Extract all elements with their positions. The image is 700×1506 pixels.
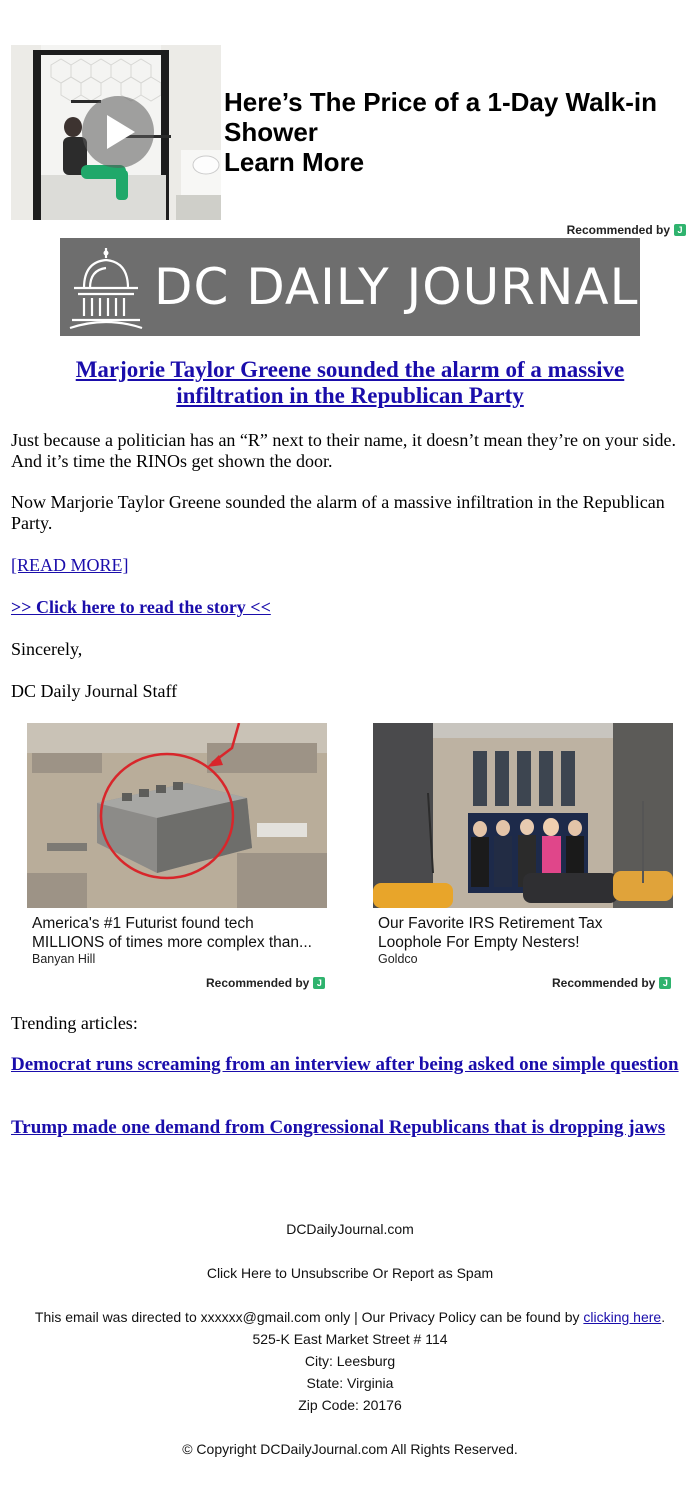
footer-copyright: © Copyright DCDailyJournal.com All Rights Reserved. <box>182 1441 518 1457</box>
ad-card-source: Banyan Hill <box>32 952 96 966</box>
ad-learn-more-link[interactable]: Learn More <box>224 147 365 177</box>
recommended-by-badge[interactable] <box>552 976 671 990</box>
article-headline-link[interactable]: Marjorie Taylor Greene sounded the alarm of a massive infiltration in the Republican Party <box>75 357 625 408</box>
shower-ad-headline[interactable] <box>224 87 684 177</box>
read-more-link[interactable]: [READ MORE] <box>11 555 129 575</box>
article-paragraph-1: Just because a politician has an “R” next to their name, it doesn’t mean they’re on your side. And it’s time the RINOs get shown the door. <box>11 430 676 471</box>
ad-card-source: Goldco <box>378 952 418 966</box>
futurist-ad-image[interactable] <box>27 723 327 908</box>
footer-directed-notice <box>0 1309 700 1325</box>
read-more-line[interactable] <box>11 555 691 576</box>
footer-site-name: DCDailyJournal.com <box>286 1221 414 1237</box>
ad-card-title[interactable]: Our Favorite IRS Retirement Tax Loophole For Empty Nesters! <box>378 915 603 951</box>
sponsored-ad-card[interactable] <box>27 723 327 966</box>
click-here-story-link[interactable]: >> Click here to read the story << <box>11 597 271 617</box>
trending-article[interactable] <box>11 1117 691 1138</box>
shower-ad-thumbnail[interactable] <box>11 45 221 220</box>
sign-off: Sincerely, <box>11 639 83 659</box>
privacy-policy-link[interactable]: clicking here <box>583 1309 662 1325</box>
trending-label: Trending articles: <box>11 1013 138 1033</box>
recommender-logo-icon: J <box>659 977 671 989</box>
footer-address: 525-K East Market Street # 114 <box>252 1331 448 1347</box>
footer-city: City: Leesburg <box>304 1353 396 1369</box>
article-paragraph-2: Now Marjorie Taylor Greene sounded the alarm of a massive infiltration in the Republican Party. <box>11 492 665 533</box>
footer-zip: Zip Code: 20176 <box>298 1397 402 1413</box>
news-building-image <box>373 723 673 908</box>
masthead-title: DC DAILY JOURNAL <box>154 258 639 316</box>
trending-article-link[interactable]: Democrat runs screaming from an interview after being asked one simple question <box>11 1054 679 1075</box>
recommender-logo-icon: J <box>674 224 686 236</box>
recommended-by-label: Recommended by <box>206 976 310 990</box>
footer-state: State: Virginia <box>306 1375 394 1391</box>
trending-article[interactable] <box>11 1054 691 1075</box>
site-masthead[interactable] <box>60 238 640 336</box>
click-here-line[interactable] <box>11 597 691 618</box>
top-sponsored-ad[interactable] <box>11 45 691 220</box>
retirement-ad-image[interactable] <box>373 723 673 908</box>
sponsored-ad-card[interactable] <box>373 723 673 966</box>
directed-notice-suffix: . <box>661 1309 666 1325</box>
directed-notice-text: This email was directed to xxxxxx@gmail.com only | Our Privacy Policy can be found by <box>34 1309 584 1325</box>
trending-article-link[interactable]: Trump made one demand from Congressional Republicans that is dropping jaws <box>11 1117 666 1138</box>
staff-signature: DC Daily Journal Staff <box>11 681 178 701</box>
recommender-logo-icon: J <box>313 977 325 989</box>
ad-headline-text[interactable]: Here’s The Price of a 1-Day Walk-in Shower <box>224 87 657 147</box>
shower-ad-image <box>11 45 221 220</box>
ad-card-title[interactable]: America's #1 Futurist found tech MILLIONS of times more complex than... <box>32 915 312 951</box>
article-headline[interactable] <box>20 357 680 409</box>
recommended-by-label: Recommended by <box>566 223 670 237</box>
recommended-by-label: Recommended by <box>552 976 656 990</box>
recommended-by-badge[interactable] <box>206 976 325 990</box>
recommended-by-badge[interactable] <box>567 223 686 237</box>
capitol-dome-icon <box>68 244 144 330</box>
unsubscribe-link[interactable]: Click Here to Unsubscribe Or Report as Spam <box>206 1265 494 1281</box>
construction-site-image <box>27 723 327 908</box>
